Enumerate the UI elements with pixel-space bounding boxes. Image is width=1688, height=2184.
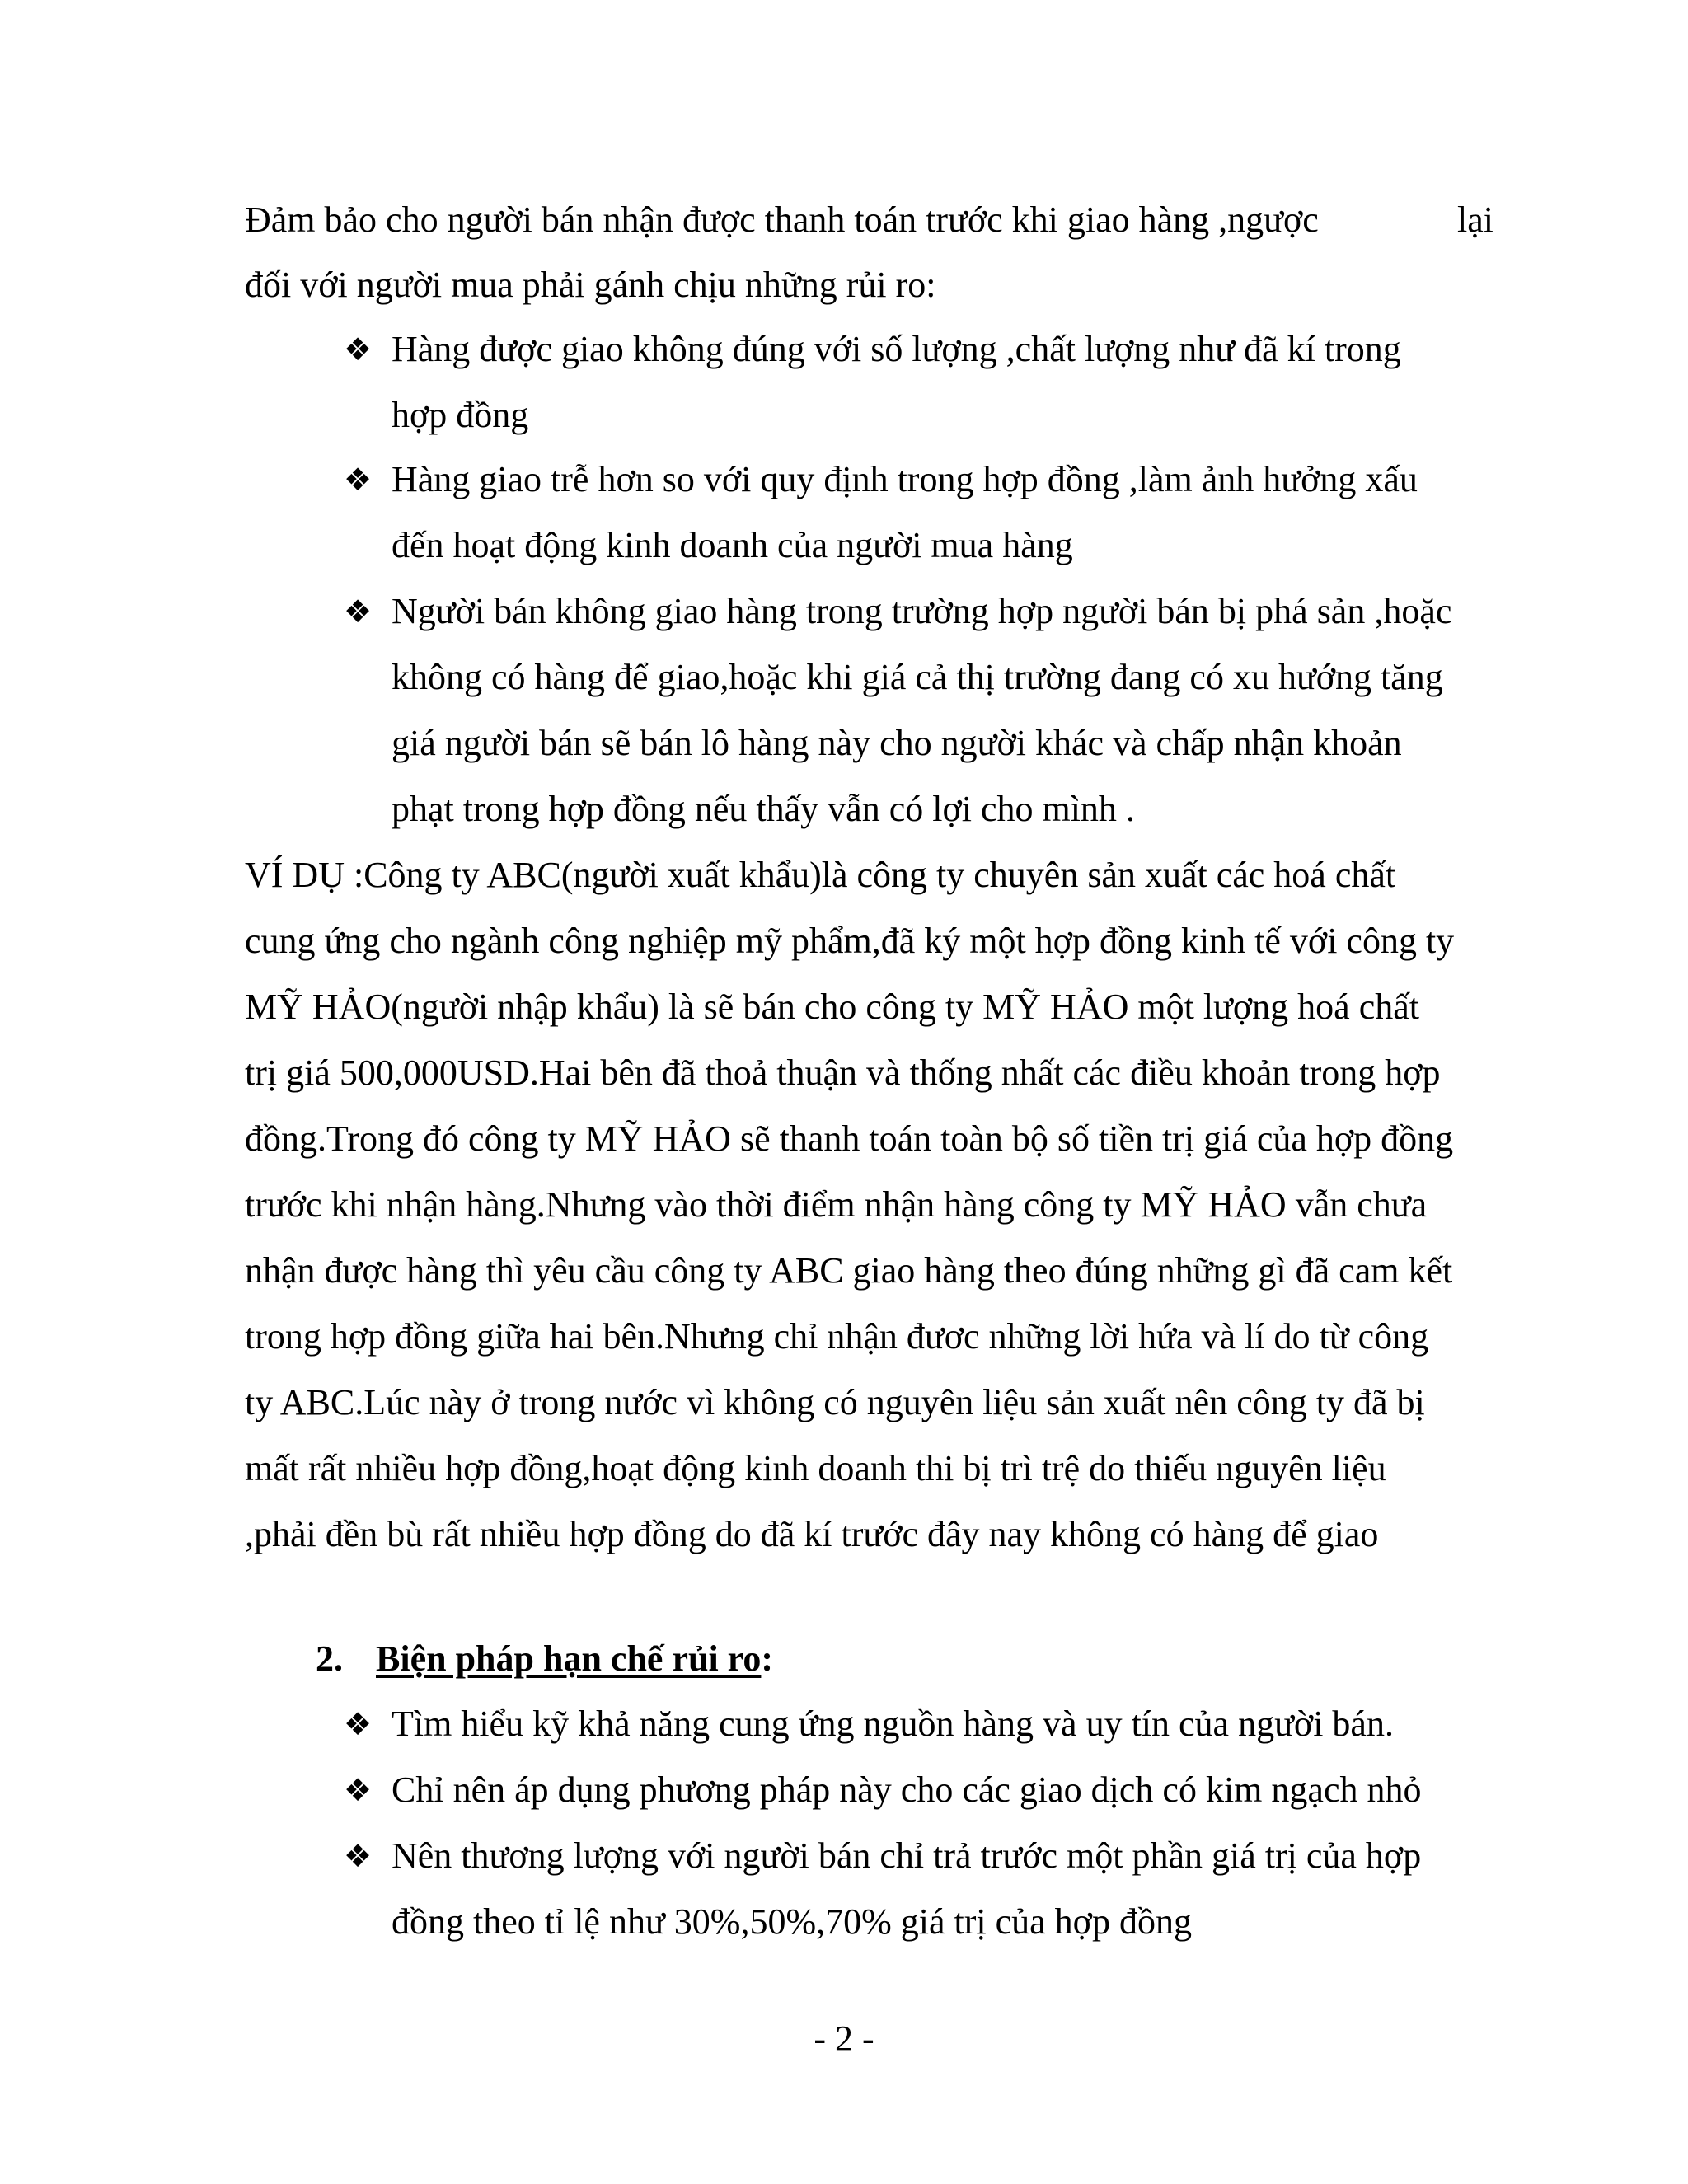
- example-line: trị giá 500,000USD.Hai bên đã thoả thuận và thống nhất các điều khoản trong hợp: [245, 1052, 1441, 1093]
- bullet-diamond-icon: ❖: [343, 1838, 373, 1874]
- measure-1-line-1: Tìm hiểu kỹ khả năng cung ứng nguồn hàng và uy tín của người bán.: [392, 1704, 1394, 1744]
- example-line: trước khi nhận hàng.Nhưng vào thời điểm nhận hàng công ty MỸ HẢO vẫn chưa: [245, 1184, 1428, 1225]
- example-line: ty ABC.Lúc này ở trong nước vì không có nguyên liệu sản xuất nên công ty đã bị: [245, 1382, 1425, 1422]
- intro-line-1-text: Đảm bảo cho người bán nhận được thanh toán trước khi giao hàng ,ngược: [245, 199, 1319, 240]
- example-line: VÍ DỤ :Công ty ABC(người xuất khẩu)là công ty chuyên sản xuất các hoá chất: [245, 855, 1396, 895]
- section-title: Biện pháp hạn chế rủi ro: [376, 1638, 762, 1679]
- risk-2-line-2: đến hoạt động kinh doanh của người mua hàng: [392, 525, 1073, 565]
- bullet-diamond-icon: ❖: [343, 1706, 373, 1742]
- risk-3-line-4: phạt trong hợp đồng nếu thấy vẫn có lợi cho mình .: [392, 789, 1135, 829]
- section-colon: :: [761, 1638, 774, 1679]
- page-number: - 2 -: [814, 2018, 874, 2059]
- example-line: mất rất nhiều hợp đồng,hoạt động kinh doanh thi bị trì trệ do thiếu nguyên liệu: [245, 1448, 1386, 1488]
- example-line: đồng.Trong đó công ty MỸ HẢO sẽ thanh toán toàn bộ số tiền trị giá của hợp đồng: [245, 1118, 1454, 1159]
- section-number: 2.: [316, 1638, 343, 1679]
- example-line: nhận được hàng thì yêu cầu công ty ABC giao hàng theo đúng những gì đã cam kết: [245, 1250, 1453, 1291]
- risk-3-line-2: không có hàng để giao,hoặc khi giá cả thị trường đang có xu hướng tăng: [392, 657, 1443, 697]
- example-line: ,phải đền bù rất nhiều hợp đồng do đã kí trước đây nay không có hàng để giao: [245, 1514, 1379, 1554]
- risk-3-line-3: giá người bán sẽ bán lô hàng này cho người khác và chấp nhận khoản: [392, 723, 1402, 763]
- example-line: MỸ HẢO(người nhập khẩu) là sẽ bán cho công ty MỸ HẢO một lượng hoá chất: [245, 987, 1419, 1027]
- intro-line-2: đối với người mua phải gánh chịu những rủi ro:: [245, 265, 936, 305]
- bullet-diamond-icon: ❖: [343, 593, 373, 630]
- bullet-diamond-icon: ❖: [343, 462, 373, 498]
- risk-3-line-1: Người bán không giao hàng trong trường hợp người bán bị phá sản ,hoặc: [392, 591, 1452, 631]
- bullet-diamond-icon: ❖: [343, 1772, 373, 1808]
- measure-2-line-1: Chỉ nên áp dụng phương pháp này cho các giao dịch có kim ngạch nhỏ: [392, 1769, 1422, 1810]
- intro-line-1-end: lại: [1457, 199, 1493, 240]
- risk-1-line-2: hợp đồng: [392, 395, 529, 435]
- risk-2-line-1: Hàng giao trễ hơn so với quy định trong hợp đồng ,làm ảnh hưởng xấu: [392, 459, 1418, 499]
- intro-line-1: [245, 199, 1493, 240]
- bullet-diamond-icon: ❖: [343, 331, 373, 368]
- measure-3-line-2: đồng theo tỉ lệ như 30%,50%,70% giá trị của hợp đồng: [392, 1901, 1192, 1942]
- example-line: trong hợp đồng giữa hai bên.Nhưng chỉ nhận đươc những lời hứa và lí do từ công: [245, 1316, 1429, 1357]
- measure-3-line-1: Nên thương lượng với người bán chỉ trả trước một phần giá trị của hợp: [392, 1835, 1422, 1876]
- example-line: cung ứng cho ngành công nghiệp mỹ phẩm,đã ký một hợp đồng kinh tế với công ty: [245, 921, 1455, 961]
- risk-1-line-1: Hàng được giao không đúng với số lượng ,chất lượng như đã kí trong: [392, 329, 1401, 369]
- section-heading: [316, 1638, 774, 1679]
